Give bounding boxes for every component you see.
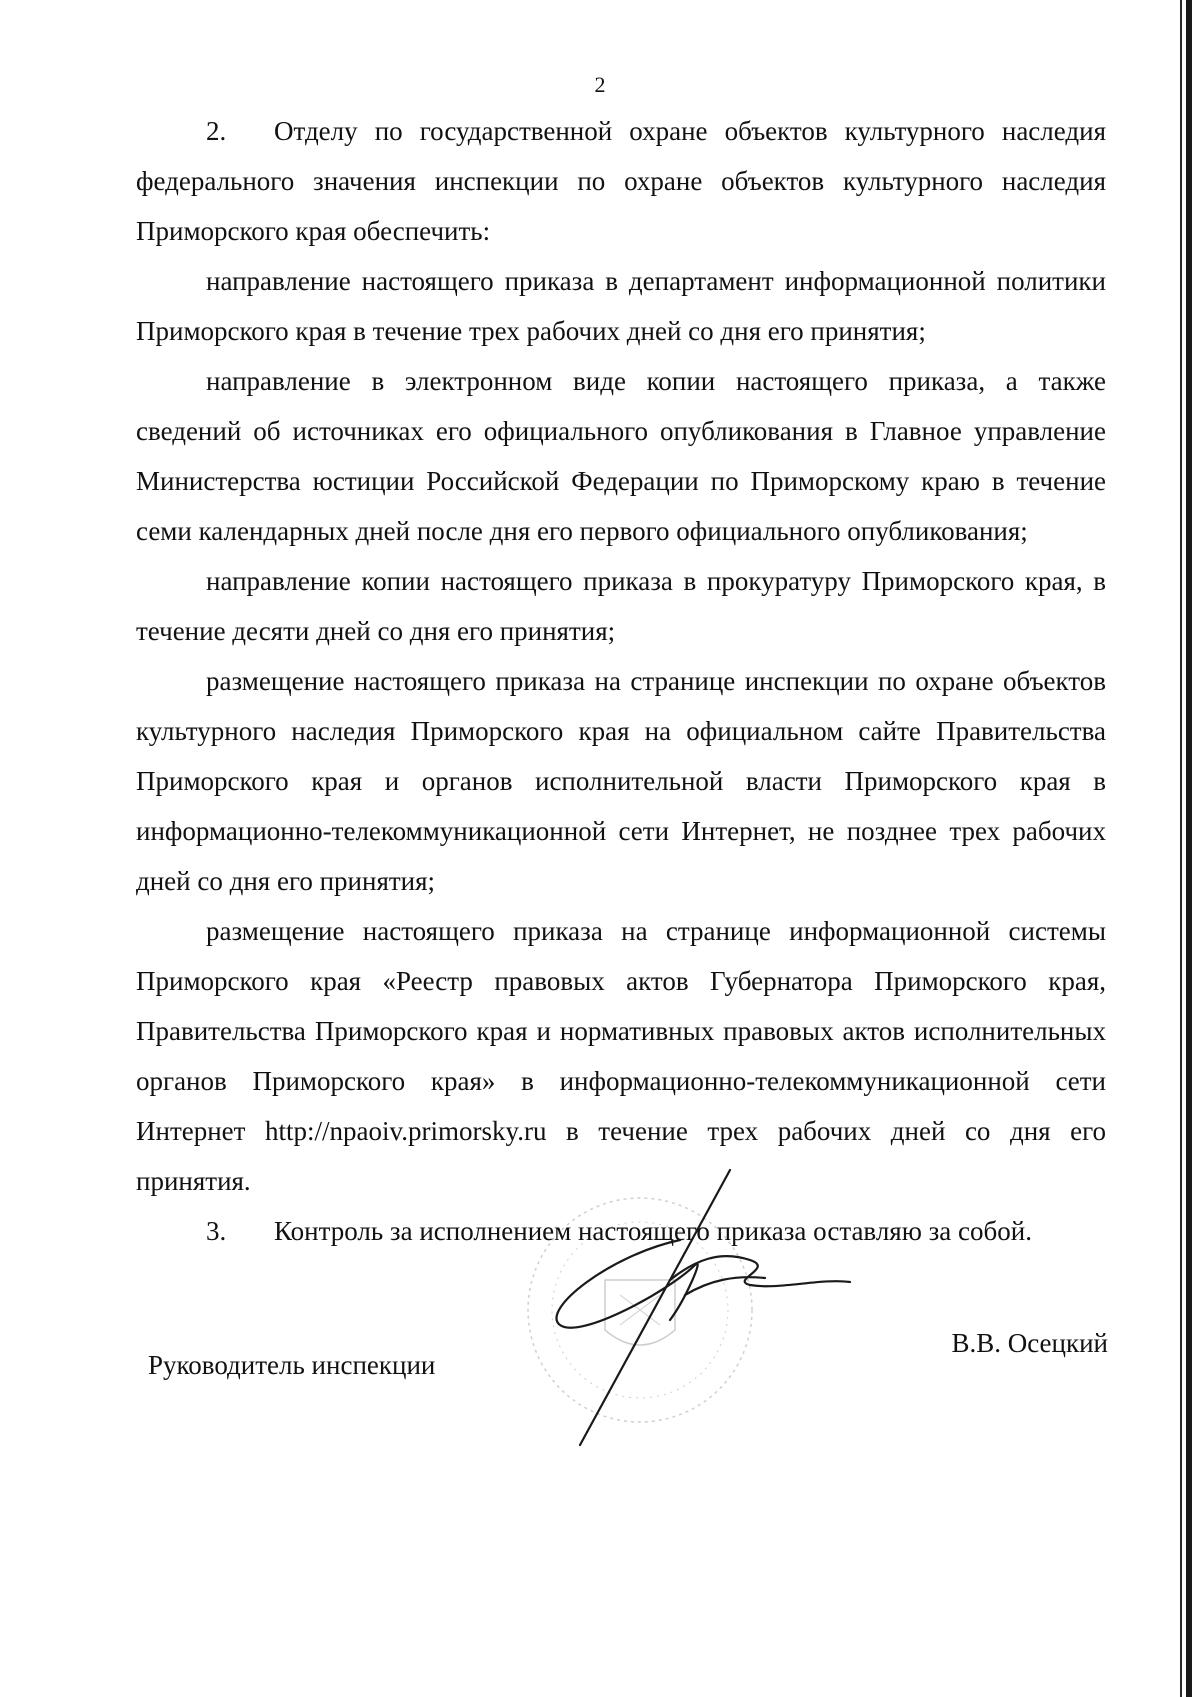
page-number: 2 [594, 72, 606, 97]
document-body [136, 106, 1106, 1256]
paragraph: размещение настоящего приказа на странице информационной системы Приморского края «Реестр правовых актов Губернатора Приморского края, Правительства Приморского края и нормативных правовых актов исполнительных органов Приморского края» в информационно-телекоммуникационной сети Интернет http://npaoiv.primorsky.ru в течение трех рабочих дней со дня его принятия. [136, 916, 1106, 1196]
signature-block [148, 1328, 1108, 1380]
handwritten-signature [557, 1170, 850, 1445]
seal-and-signature [520, 1160, 920, 1460]
paragraph: направление настоящего приказа в департамент информационной политики Приморского края в течение трех рабочих дней со дня его принятия; [136, 266, 1106, 346]
paragraph-text: Отделу по государственной охране объектов культурного наследия федерального значения инспекции по охране объектов культурного наследия Приморского края обеспечить: [136, 116, 1106, 246]
stamp-seal [528, 1198, 752, 1422]
signer-role: Руководитель инспекции [148, 1350, 436, 1380]
paragraph-text: Контроль за исполнением настоящего приказа оставляю за собой. [274, 1216, 1032, 1246]
scan-edge-line [1180, 0, 1182, 1697]
item-number: 3. [206, 1216, 227, 1246]
paragraph-item-2 [136, 106, 1106, 256]
paragraph: направление в электронном виде копии настоящего приказа, а также сведений об источниках его официального опубликования в Главное управление Министерства юстиции Российской Федерации по Приморскому краю в течение семи календарных дней после дня его первого официального опубликования; [136, 366, 1106, 546]
paragraph: направление копии настоящего приказа в прокуратуру Приморского края, в течение десяти дней со дня его принятия; [136, 566, 1106, 646]
paragraph: размещение настоящего приказа на странице инспекции по охране объектов культурного наследия Приморского края на официальном сайте Правительства Приморского края и органов исполнительной власти Приморского края в информационно-телекоммуникационной сети Интернет, не позднее трех рабочих дней со дня его принятия; [136, 666, 1106, 896]
item-number: 2. [206, 116, 227, 146]
scan-edge [1186, 0, 1192, 1697]
signer-name: В.В. Осецкий [951, 1328, 1108, 1358]
